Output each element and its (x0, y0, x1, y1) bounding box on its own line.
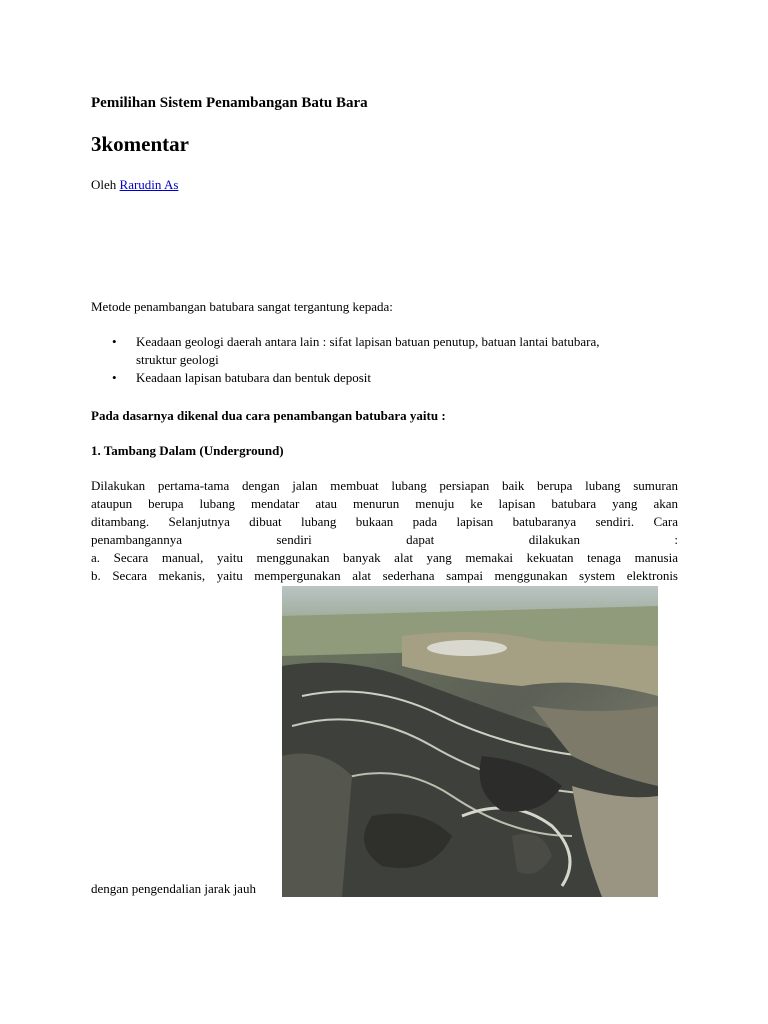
author-link[interactable]: Rarudin As (119, 177, 179, 192)
byline (91, 176, 178, 194)
paragraph-line (91, 531, 678, 549)
paragraph-line: Dilakukan pertama-tama dengan jalan membuat lubang persiapan baik berupa lubang sumuran (91, 478, 678, 493)
word: dilakukan (528, 532, 580, 547)
document-title: Pemilihan Sistem Penambangan Batu Bara (91, 95, 368, 111)
subheading: 1. Tambang Dalam (Underground) (91, 443, 284, 458)
bullet-icon: • (112, 334, 117, 349)
list-b-line: b. Secara mekanis, yaitu mempergunakan alat sederhana sampai menggunakan system elektronis (91, 568, 678, 583)
bullet-list (91, 333, 678, 387)
list-item-text: Keadaan geologi daerah antara lain : sifat lapisan batuan penutup, batuan lantai batubara, (136, 334, 600, 349)
body-paragraph (91, 477, 678, 585)
paragraph-line: ditambang. Selanjutnya dibuat lubang bukaan pada lapisan batubaranya sendiri. Cara (91, 514, 678, 529)
bullet-icon: • (112, 370, 117, 385)
word: dapat (406, 532, 435, 547)
section-heading: Pada dasarnya dikenal dua cara penambangan batubara yaitu : (91, 408, 446, 423)
open-pit-mine-image (282, 586, 658, 897)
word: : (674, 532, 678, 547)
byline-prefix: Oleh (91, 177, 117, 192)
word: sendiri (276, 532, 312, 547)
trailing-text: dengan pengendalian jarak jauh (91, 881, 256, 896)
list-a-line: a. Secara manual, yaitu menggunakan banyak alat yang memakai kekuatan tenaga manusia (91, 550, 678, 565)
list-item (91, 369, 678, 387)
list-item-text: Keadaan lapisan batubara dan bentuk deposit (136, 370, 371, 385)
intro-text: Metode penambangan batubara sangat tergantung kepada: (91, 299, 393, 314)
word: penambangannya (91, 532, 182, 547)
list-item-text-cont: struktur geologi (136, 352, 219, 367)
coal-mine-photo (282, 586, 658, 897)
list-item (91, 333, 678, 369)
comment-count[interactable]: 3komentar (91, 132, 189, 156)
paragraph-line: ataupun berupa lubang mendatar atau menurun menuju ke lapisan batubara yang akan (91, 496, 678, 511)
